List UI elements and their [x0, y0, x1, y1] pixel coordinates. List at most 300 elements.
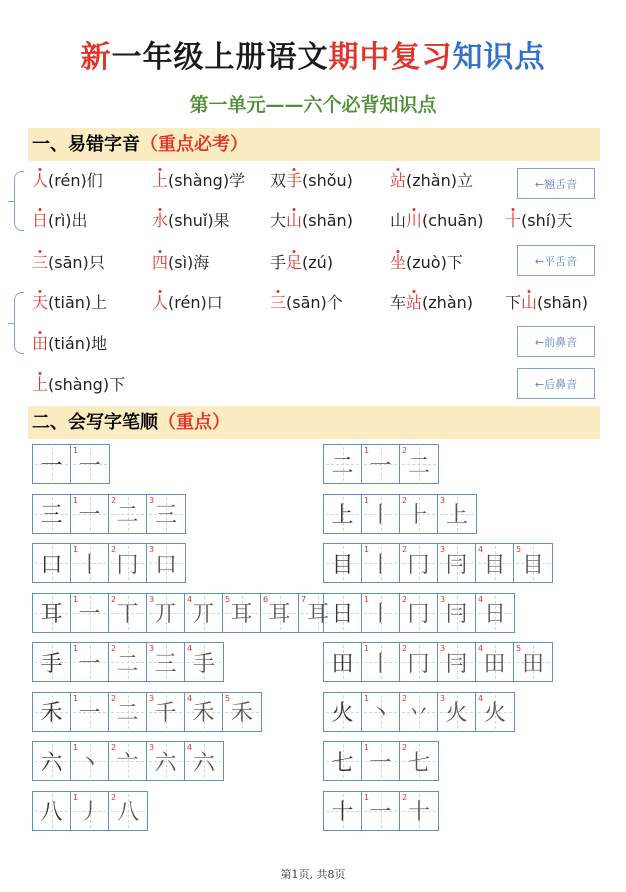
stroke-glyph: 冂 — [407, 651, 430, 677]
stroke-glyph: 丨 — [78, 552, 101, 578]
stroke-glyph: 丷 — [407, 701, 430, 726]
target-character: 三 — [32, 253, 49, 272]
step-number: 1 — [364, 743, 370, 752]
stroke-step-cell — [362, 445, 400, 483]
word-prefix: 双 — [270, 171, 287, 190]
stroke-glyph: 亠 — [116, 750, 139, 776]
stroke-step-cell — [476, 693, 514, 731]
pinyin-suffix: (sān)个 — [286, 293, 343, 312]
step-number: 2 — [402, 594, 408, 604]
pinyin-suffix: (shān) — [302, 211, 353, 230]
word-item — [270, 208, 353, 231]
stroke-glyph: 六 — [40, 750, 63, 776]
stroke-glyph: 丨 — [369, 552, 392, 578]
stroke-step-cell — [362, 544, 400, 582]
stroke-glyph: 冂 — [407, 602, 430, 627]
stroke-step-cell — [109, 742, 147, 780]
word-prefix: 下 — [505, 293, 522, 312]
stroke-glyph: 目 — [521, 552, 544, 578]
stroke-step-cell — [147, 495, 185, 533]
model-character-cell — [324, 693, 362, 731]
step-number: 4 — [187, 743, 193, 752]
stroke-glyph: 丅 — [116, 602, 139, 627]
stroke-step-cell — [147, 544, 185, 582]
stroke-glyph: 一 — [369, 750, 392, 776]
stroke-glyph: 二 — [116, 701, 139, 726]
title-segment: 知识点 — [452, 40, 546, 75]
stroke-glyph: 一 — [40, 453, 63, 479]
stroke-step-cell — [147, 643, 185, 681]
step-number: 1 — [73, 446, 79, 455]
step-number: 4 — [478, 545, 484, 554]
target-character: 站 — [390, 171, 407, 190]
stroke-glyph: 三 — [40, 503, 63, 528]
stroke-step-cell — [109, 594, 147, 632]
step-number: 2 — [402, 644, 408, 653]
stroke-glyph: 六 — [154, 750, 177, 776]
pinyin-suffix: (chuān) — [422, 211, 484, 230]
word-item — [32, 290, 107, 313]
stroke-glyph: 上 — [445, 503, 468, 528]
stroke-step-cell — [400, 495, 438, 533]
stroke-step-cell — [71, 544, 109, 582]
target-character: 手 — [286, 171, 303, 190]
step-number: 3 — [149, 495, 155, 505]
stroke-step-cell — [400, 693, 438, 731]
step-number: 2 — [111, 743, 117, 752]
stroke-glyph: 一 — [78, 701, 101, 726]
stroke-glyph: 冃 — [445, 651, 468, 677]
stroke-step-cell — [362, 792, 400, 830]
stroke-glyph: 耳 — [230, 602, 253, 627]
stroke-step-cell — [109, 544, 147, 582]
stroke-glyph: 三 — [154, 651, 177, 677]
target-character: 上 — [152, 171, 169, 190]
stroke-step-cell — [223, 594, 261, 632]
stroke-step-cell — [438, 495, 476, 533]
stroke-glyph: 十 — [331, 800, 354, 825]
step-number: 5 — [225, 693, 231, 703]
model-character-cell — [324, 544, 362, 582]
step-number: 4 — [187, 644, 193, 653]
step-number: 3 — [149, 545, 155, 554]
model-character-cell — [33, 742, 71, 780]
stroke-step-cell — [476, 544, 514, 582]
stroke-glyph: 丨 — [369, 602, 392, 627]
target-character: 人 — [152, 293, 169, 312]
stroke-step-cell — [261, 594, 299, 632]
brace-icon — [14, 171, 24, 231]
target-character: 坐 — [390, 253, 407, 272]
note-retroflex: ←翘舌音 — [517, 168, 595, 199]
stroke-step-cell — [71, 693, 109, 731]
model-character-cell — [324, 792, 362, 830]
stroke-step-cell — [109, 792, 147, 830]
pinyin-suffix: (zú) — [302, 253, 334, 272]
pinyin-suffix: (zhàn) — [422, 293, 473, 312]
step-number: 2 — [402, 693, 408, 703]
stroke-step-cell — [71, 792, 109, 830]
step-number: 1 — [73, 594, 79, 604]
target-character: 山 — [521, 293, 538, 312]
step-number: 2 — [111, 495, 117, 505]
stroke-glyph: 目 — [483, 552, 506, 578]
stroke-glyph: 七 — [331, 750, 354, 776]
target-character: 十 — [505, 211, 522, 230]
section-paren: （重点必考） — [140, 134, 248, 155]
word-item — [32, 372, 125, 395]
step-number: 3 — [149, 743, 155, 752]
stroke-strip — [32, 692, 262, 732]
stroke-glyph: 一 — [78, 651, 101, 677]
model-character-cell — [324, 495, 362, 533]
stroke-strip — [323, 741, 439, 781]
stroke-glyph: 二 — [116, 503, 139, 528]
stroke-glyph: 二 — [116, 651, 139, 677]
word-item — [390, 250, 463, 273]
step-number: 3 — [440, 495, 446, 505]
stroke-step-cell — [109, 495, 147, 533]
pinyin-suffix: (tiān)上 — [48, 293, 108, 312]
stroke-step-cell — [362, 643, 400, 681]
stroke-glyph: 火 — [483, 701, 506, 726]
pinyin-suffix: (tián)地 — [48, 334, 108, 353]
stroke-step-cell — [71, 643, 109, 681]
stroke-glyph: ⺊ — [407, 503, 430, 528]
stroke-step-cell — [147, 742, 185, 780]
model-character-cell — [324, 594, 362, 632]
step-number: 2 — [111, 644, 117, 653]
brace-icon — [14, 292, 24, 354]
step-number: 3 — [149, 644, 155, 653]
pinyin-suffix: (shān) — [537, 293, 588, 312]
step-number: 3 — [149, 594, 155, 604]
pinyin-suffix: (sì)海 — [168, 253, 210, 272]
stroke-glyph: 日 — [331, 602, 354, 627]
word-prefix: 大 — [270, 211, 287, 230]
stroke-glyph: 八 — [40, 800, 63, 825]
target-character: 山 — [286, 211, 303, 230]
step-number: 6 — [263, 594, 269, 604]
stroke-glyph: 一 — [78, 602, 101, 627]
word-item — [270, 250, 333, 273]
stroke-glyph: 手 — [40, 651, 63, 677]
word-item — [390, 290, 473, 313]
stroke-step-cell — [362, 693, 400, 731]
word-item — [152, 168, 245, 191]
stroke-step-cell — [400, 792, 438, 830]
stroke-glyph: 禾 — [230, 701, 253, 726]
stroke-strip — [32, 593, 338, 633]
step-number: 1 — [73, 545, 79, 554]
step-number: 1 — [364, 545, 370, 554]
note-flat-tongue: ←平舌音 — [517, 245, 595, 276]
step-number: 5 — [225, 594, 231, 604]
step-number: 4 — [187, 594, 193, 604]
stroke-glyph: 田 — [331, 651, 354, 677]
pinyin-suffix: (shàng)学 — [168, 171, 246, 190]
stroke-glyph: 冃 — [445, 552, 468, 578]
stroke-glyph: 耳 — [268, 602, 291, 627]
stroke-step-cell — [400, 544, 438, 582]
word-item — [270, 168, 353, 191]
stroke-strip — [323, 593, 515, 633]
stroke-strip — [32, 494, 186, 534]
pinyin-suffix: (shuǐ)果 — [168, 211, 230, 230]
step-number: 1 — [364, 644, 370, 653]
stroke-step-cell — [223, 693, 261, 731]
stroke-strip — [323, 444, 439, 484]
stroke-step-cell — [438, 544, 476, 582]
word-item — [152, 290, 223, 313]
note-front-nasal: ←前鼻音 — [517, 326, 595, 357]
pinyin-suffix: (shàng)下 — [48, 375, 126, 394]
target-character: 天 — [32, 293, 49, 312]
stroke-step-cell — [362, 495, 400, 533]
stroke-step-cell — [109, 643, 147, 681]
stroke-step-cell — [400, 643, 438, 681]
stroke-glyph: 耳 — [306, 602, 329, 627]
stroke-strip — [32, 444, 110, 484]
stroke-step-cell — [400, 445, 438, 483]
word-item — [390, 208, 484, 231]
section-header-pronunciation — [28, 128, 600, 161]
model-character-cell — [33, 643, 71, 681]
word-prefix: 手 — [270, 253, 287, 272]
step-number: 7 — [301, 594, 307, 604]
step-number: 2 — [402, 545, 408, 554]
stroke-glyph: 火 — [445, 701, 468, 726]
stroke-step-cell — [185, 742, 223, 780]
title-segment: 一年级上册语文 — [111, 40, 329, 75]
stroke-glyph: 一 — [369, 800, 392, 825]
stroke-glyph: 口 — [154, 552, 177, 578]
step-number: 2 — [111, 693, 117, 703]
step-number: 2 — [402, 743, 408, 752]
step-number: 3 — [149, 693, 155, 703]
word-item — [152, 208, 230, 231]
step-number: 1 — [73, 792, 79, 802]
stroke-strip — [323, 692, 515, 732]
stroke-step-cell — [400, 594, 438, 632]
stroke-step-cell — [185, 693, 223, 731]
model-character-cell — [33, 544, 71, 582]
unit-subtitle: 第一单元——六个必背知识点 — [189, 94, 437, 116]
pinyin-suffix: (zhàn)立 — [406, 171, 473, 190]
title-segment: 期中复习 — [328, 40, 453, 75]
target-character: 三 — [270, 293, 287, 312]
target-character: 水 — [152, 211, 169, 230]
model-character-cell — [33, 594, 71, 632]
stroke-glyph: 二 — [331, 453, 354, 479]
stroke-step-cell — [438, 693, 476, 731]
section-label: 二、会写字笔顺 — [32, 412, 158, 433]
stroke-step-cell — [109, 693, 147, 731]
word-item — [505, 290, 588, 313]
step-number: 4 — [187, 693, 193, 703]
pinyin-suffix: (shǒu) — [302, 171, 353, 190]
stroke-glyph: 十 — [407, 800, 430, 825]
section-label: 一、易错字音 — [32, 134, 140, 155]
stroke-step-cell — [71, 495, 109, 533]
stroke-glyph: 一 — [78, 453, 101, 479]
word-item — [32, 168, 103, 191]
target-character: 人 — [32, 171, 49, 190]
stroke-glyph: 火 — [331, 701, 354, 726]
stroke-step-cell — [438, 643, 476, 681]
model-character-cell — [33, 495, 71, 533]
stroke-glyph: 田 — [521, 651, 544, 677]
step-number: 1 — [364, 792, 370, 802]
stroke-glyph: 口 — [40, 552, 63, 578]
stroke-step-cell — [476, 594, 514, 632]
stroke-strip — [323, 791, 439, 831]
stroke-step-cell — [438, 594, 476, 632]
stroke-glyph: 丿 — [78, 800, 101, 825]
step-number: 1 — [73, 743, 79, 752]
stroke-step-cell — [400, 742, 438, 780]
stroke-glyph: 目 — [331, 552, 354, 578]
step-number: 2 — [111, 792, 117, 802]
stroke-strip — [32, 642, 224, 682]
step-number: 2 — [111, 545, 117, 554]
stroke-strip — [32, 741, 224, 781]
step-number: 4 — [478, 693, 484, 703]
stroke-step-cell — [147, 693, 185, 731]
step-number: 1 — [73, 644, 79, 653]
stroke-step-cell — [185, 594, 223, 632]
stroke-glyph: 冃 — [445, 602, 468, 627]
pinyin-suffix: (rì)出 — [48, 211, 88, 230]
model-character-cell — [33, 792, 71, 830]
stroke-glyph: 丌 — [154, 602, 177, 627]
stroke-glyph: 二 — [407, 453, 430, 479]
pinyin-suffix: (rén)口 — [168, 293, 223, 312]
stroke-strip — [323, 494, 477, 534]
step-number: 3 — [440, 594, 446, 604]
word-item — [390, 168, 473, 191]
target-character: 田 — [32, 334, 49, 353]
step-number: 1 — [364, 693, 370, 703]
stroke-glyph: 丨 — [369, 651, 392, 677]
stroke-strip — [32, 791, 148, 831]
step-number: 1 — [364, 446, 370, 455]
page-title — [0, 32, 626, 76]
step-number: 4 — [478, 594, 484, 604]
stroke-glyph: 一 — [369, 453, 392, 479]
stroke-step-cell — [147, 594, 185, 632]
stroke-step-cell — [362, 594, 400, 632]
word-item — [152, 250, 209, 273]
note-back-nasal: ←后鼻音 — [517, 368, 595, 399]
stroke-glyph: 耳 — [40, 602, 63, 627]
step-number: 3 — [440, 545, 446, 554]
step-number: 4 — [478, 644, 484, 653]
pinyin-suffix: (zuò)下 — [406, 253, 463, 272]
step-number: 5 — [516, 644, 522, 653]
stroke-glyph: 上 — [331, 503, 354, 528]
pinyin-suffix: (sān)只 — [48, 253, 105, 272]
stroke-glyph: 八 — [116, 800, 139, 825]
stroke-glyph: 禾 — [40, 701, 63, 726]
pinyin-suffix: (shí)天 — [521, 211, 573, 230]
step-number: 2 — [402, 495, 408, 505]
title-segment: 新 — [80, 40, 112, 75]
stroke-glyph: 丨 — [369, 503, 392, 528]
word-item — [32, 331, 107, 354]
stroke-step-cell — [71, 594, 109, 632]
target-character: 足 — [286, 253, 303, 272]
stroke-glyph: 冂 — [116, 552, 139, 578]
step-number: 2 — [402, 792, 408, 802]
stroke-glyph: 丶 — [369, 701, 392, 726]
stroke-glyph: 冂 — [407, 552, 430, 578]
step-number: 1 — [364, 495, 370, 505]
stroke-glyph: 田 — [483, 651, 506, 677]
page-footer: 第1页, 共8页 — [280, 868, 346, 881]
model-character-cell — [324, 643, 362, 681]
stroke-strip — [323, 642, 553, 682]
section-paren: （重点） — [158, 412, 230, 433]
section-header-stroke-order — [28, 406, 600, 439]
stroke-glyph: 六 — [192, 750, 215, 776]
model-character-cell — [33, 445, 71, 483]
stroke-glyph: 丌 — [192, 602, 215, 627]
step-number: 1 — [364, 594, 370, 604]
pinyin-suffix: (rén)们 — [48, 171, 103, 190]
model-character-cell — [33, 693, 71, 731]
step-number: 3 — [440, 693, 446, 703]
stroke-step-cell — [185, 643, 223, 681]
word-prefix: 山 — [390, 211, 407, 230]
word-item — [505, 208, 572, 231]
step-number: 1 — [73, 693, 79, 703]
word-item — [270, 290, 343, 313]
step-number: 1 — [73, 495, 79, 505]
word-item — [32, 208, 88, 231]
stroke-glyph: 日 — [483, 602, 506, 627]
stroke-step-cell — [71, 742, 109, 780]
word-item — [32, 250, 105, 273]
step-number: 5 — [516, 545, 522, 554]
stroke-step-cell — [71, 445, 109, 483]
stroke-step-cell — [476, 643, 514, 681]
stroke-glyph: 千 — [154, 701, 177, 726]
stroke-glyph: 禾 — [192, 701, 215, 726]
stroke-glyph: 一 — [78, 503, 101, 528]
stroke-step-cell — [514, 643, 552, 681]
target-character: 站 — [406, 293, 423, 312]
model-character-cell — [324, 742, 362, 780]
stroke-step-cell — [514, 544, 552, 582]
stroke-strip — [323, 543, 553, 583]
stroke-strip — [32, 543, 186, 583]
target-character: 日 — [32, 211, 49, 230]
word-prefix: 车 — [390, 293, 407, 312]
step-number: 3 — [440, 644, 446, 653]
model-character-cell — [324, 445, 362, 483]
target-character: 上 — [32, 375, 49, 394]
stroke-glyph: 丶 — [78, 750, 101, 776]
target-character: 川 — [406, 211, 423, 230]
step-number: 2 — [402, 446, 408, 455]
step-number: 2 — [111, 594, 117, 604]
stroke-glyph: 七 — [407, 750, 430, 776]
stroke-glyph: 手 — [192, 651, 215, 677]
target-character: 四 — [152, 253, 169, 272]
stroke-glyph: 三 — [154, 503, 177, 528]
stroke-step-cell — [362, 742, 400, 780]
